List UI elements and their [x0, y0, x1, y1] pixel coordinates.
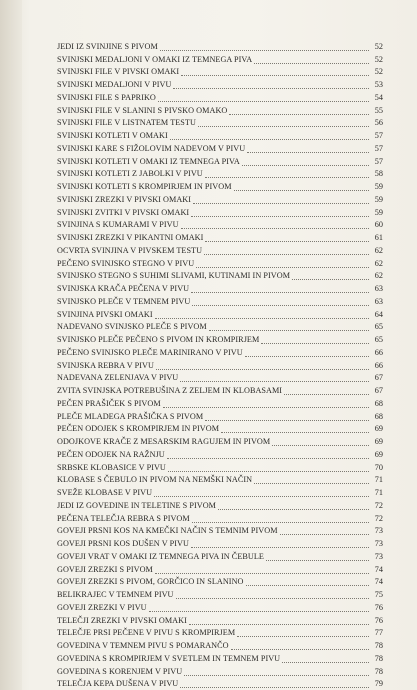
toc-entry	[57, 359, 383, 372]
toc-entry	[57, 321, 383, 334]
toc-entry	[57, 180, 383, 193]
toc-entry	[57, 219, 383, 232]
toc-entry	[57, 512, 383, 525]
dot-leader	[149, 609, 369, 612]
toc-entry-title: SVINJSKI KOTLETI V OMAKI IZ TEMNEGA PIVA	[57, 156, 240, 166]
toc-entry	[57, 678, 383, 690]
toc-entry	[57, 499, 383, 512]
dot-leader	[247, 150, 369, 153]
toc-entry-page-number: 63	[374, 284, 383, 293]
toc-entry-title: GOVEJI ZREZKI S PIVOM, GORČICO IN SLANINO	[57, 577, 244, 587]
toc-entry-title: OCVRTA SVINJINA V PIVSKEM TESTU	[57, 245, 203, 255]
toc-entry-title: SVINJSKI KARE S FIŽOLOVIM NADEVOM V PIVU	[57, 143, 246, 153]
toc-entry-title: KLOBASE S ČEBULO IN PIVOM NA NEMŠKI NAČIN	[57, 475, 253, 485]
dot-leader	[155, 316, 369, 319]
toc-entry	[57, 652, 383, 665]
toc-entry-page-number: 57	[374, 131, 383, 140]
dot-leader	[168, 469, 369, 472]
toc-entry	[57, 206, 383, 219]
dot-leader	[234, 188, 369, 191]
toc-entry-page-number: 73	[374, 551, 383, 561]
dot-leader	[237, 634, 369, 637]
toc-entry-page-number: 74	[374, 577, 383, 587]
toc-entry	[57, 474, 383, 487]
toc-entry-page-number: 69	[374, 424, 383, 434]
toc-entry	[57, 295, 383, 308]
toc-entry	[57, 601, 383, 614]
toc-entry-title: BELIKRAJEC V TEMNEM PIVU	[57, 590, 174, 599]
toc-entry-title: GOVEJI ZREZKI V PIVU	[57, 602, 147, 612]
toc-entry	[57, 665, 383, 678]
dot-leader	[180, 685, 369, 688]
dot-leader	[158, 99, 369, 102]
toc-entry-title: NADEVANO SVINJSKO PLEČE S PIVOM	[57, 322, 207, 332]
dot-leader	[191, 545, 369, 548]
toc-entry	[57, 91, 383, 104]
dot-leader	[292, 277, 369, 280]
page-gutter-shadow	[0, 0, 22, 690]
toc-entry	[57, 257, 383, 270]
dot-leader	[209, 328, 369, 331]
toc-entry	[57, 614, 383, 627]
toc-entry-page-number: 65	[374, 335, 383, 344]
dot-leader	[160, 48, 369, 51]
toc-entry	[57, 525, 383, 538]
toc-entry-page-number: 71	[374, 488, 383, 497]
toc-entry-page-number: 66	[374, 347, 383, 357]
toc-entry	[57, 142, 383, 155]
dot-leader	[205, 239, 369, 242]
toc-entry-title: SVEŽE KLOBASE V PIVU	[57, 488, 153, 497]
toc-entry	[57, 117, 383, 130]
toc-entry-page-number: 62	[374, 245, 383, 255]
dot-leader	[284, 392, 369, 395]
dot-leader	[218, 507, 369, 510]
toc-entry-page-number: 78	[374, 653, 383, 663]
toc-entry-title: SVINJSKI ZREZKI V PIKANTNI OMAKI	[57, 233, 204, 242]
dot-leader	[170, 137, 369, 140]
toc-entry-title: SVINJSKI KOTLETI S KROMPIRJEM IN PIVOM	[57, 182, 232, 191]
toc-entry-title: PEČENO SVINJSKO PLEČE MARINIRANO V PIVU	[57, 347, 243, 357]
dot-leader	[173, 86, 369, 89]
toc-entry-page-number: 73	[374, 526, 383, 536]
dot-leader	[191, 214, 369, 217]
dot-leader	[156, 367, 369, 370]
toc-entry-title: ZVITA SVINJSKA POTREBUŠINA Z ZELJEM IN KLOBASAMI	[57, 386, 283, 395]
toc-entry-title: SVINJSKO PLEČE V TEMNEM PIVU	[57, 296, 191, 306]
toc-entry	[57, 423, 383, 436]
dot-leader	[176, 596, 369, 599]
dot-leader	[246, 583, 370, 586]
toc-entry-page-number: 52	[374, 67, 383, 77]
toc-entry-title: SVINJINA PIVSKI OMAKI	[57, 309, 153, 319]
dot-leader	[154, 494, 369, 497]
dot-leader	[266, 558, 369, 561]
toc-entry	[57, 410, 383, 423]
toc-entry-page-number: 60	[374, 220, 383, 230]
toc-entry	[57, 244, 383, 257]
toc-entry-page-number: 57	[374, 143, 383, 153]
toc-entry-page-number: 59	[374, 194, 383, 204]
toc-entry-page-number: 54	[374, 92, 383, 102]
toc-entry	[57, 308, 383, 321]
toc-entry-page-number: 55	[374, 105, 383, 115]
toc-entry-page-number: 56	[374, 118, 383, 128]
toc-entry-page-number: 59	[374, 182, 383, 191]
dot-leader	[167, 456, 369, 459]
toc-entry-title: PEČEN ODOJEK NA RAŽNJU	[57, 449, 165, 459]
toc-entry	[57, 397, 383, 410]
dot-leader	[163, 405, 369, 408]
toc-entry-title: PEČEN PRAŠIČEK S PIVOM	[57, 398, 161, 408]
toc-entry-title: SRBSKE KLOBASICE V PIVU	[57, 462, 166, 472]
toc-entry-page-number: 59	[374, 207, 383, 217]
toc-entry	[57, 231, 383, 244]
dot-leader	[180, 379, 369, 382]
dot-leader	[221, 430, 369, 433]
dot-leader	[254, 481, 369, 484]
toc-entry-title: GOVEJI PRSNI KOS NA KMEČKI NAČIN S TEMNIM PIVOM	[57, 526, 278, 536]
dot-leader	[204, 252, 369, 255]
dot-leader	[189, 622, 369, 625]
toc-entry-title: SVINJSKI MEDALJONI V OMAKI IZ TEMNEGA PIVA	[57, 54, 253, 64]
toc-entry-page-number: 71	[374, 475, 383, 485]
dot-leader	[181, 73, 369, 76]
toc-entry-page-number: 76	[374, 615, 383, 625]
toc-entry-page-number: 77	[374, 628, 383, 638]
toc-entry-title: SVINJSKI FILE S PAPRIKO	[57, 92, 156, 102]
toc-entry	[57, 550, 383, 563]
toc-entry-page-number: 61	[374, 233, 383, 242]
toc-entry-page-number: 57	[374, 156, 383, 166]
toc-entry-page-number: 78	[374, 641, 383, 650]
toc-entry-title: SVINJSKI FILE V PIVSKI OMAKI	[57, 67, 180, 77]
toc-entry	[57, 40, 383, 53]
toc-entry	[57, 270, 383, 283]
toc-entry	[57, 639, 383, 652]
dot-leader	[245, 354, 369, 357]
dot-leader	[196, 265, 369, 268]
toc-entry-page-number: 63	[374, 296, 383, 306]
toc-entry	[57, 346, 383, 359]
toc-entry-title: PEČEN ODOJEK S KROMPIRJEM IN PIVOM	[57, 424, 220, 434]
toc-entry-page-number: 78	[374, 666, 383, 676]
toc-entry	[57, 563, 383, 576]
toc-entry-title: PEČENA TELEČJA REBRA S PIVOM	[57, 513, 190, 523]
dot-leader	[193, 201, 369, 204]
toc-entry-title: SVINJSKI KOTLETI V OMAKI	[57, 131, 168, 140]
toc-entry-page-number: 69	[374, 437, 383, 446]
dot-leader	[155, 571, 369, 574]
toc-entry-title: JEDI IZ GOVEDINE IN TELETINE S PIVOM	[57, 500, 217, 510]
toc-entry	[57, 576, 383, 589]
table-of-contents	[57, 40, 383, 690]
toc-entry-page-number: 67	[374, 373, 383, 383]
toc-entry-title: SVINJSKA KRAČA PEČENA V PIVU	[57, 284, 190, 293]
toc-entry-page-number: 58	[374, 169, 383, 179]
toc-entry-title: SVINJINA S KUMARAMI V PIVU	[57, 220, 179, 230]
dot-leader	[261, 341, 369, 344]
toc-entry	[57, 193, 383, 206]
toc-entry-page-number: 76	[374, 602, 383, 612]
toc-entry	[57, 627, 383, 640]
toc-entry-page-number: 64	[374, 309, 383, 319]
dot-leader	[231, 647, 369, 650]
toc-entry-page-number: 79	[374, 679, 383, 689]
toc-entry	[57, 486, 383, 499]
toc-entry-title: TELEČJA KEPA DUŠENA V PIVU	[57, 679, 179, 689]
toc-entry-title: GOVEDINA S KROMPIRJEM V SVETLEM IN TEMNEM PIVU	[57, 653, 281, 663]
toc-entry-title: PEČENO SVINJSKO STEGNO V PIVU	[57, 258, 195, 268]
toc-entry-page-number: 75	[374, 590, 383, 599]
toc-entry-page-number: 65	[374, 322, 383, 332]
toc-entry-page-number: 62	[374, 258, 383, 268]
toc-entry-title: GOVEJI ZREZKI S PIVOM	[57, 564, 153, 574]
dot-leader	[192, 303, 369, 306]
toc-entry-title: TELEČJE PRSI PEČENE V PIVU S KROMPIRJEM	[57, 628, 236, 638]
toc-entry	[57, 537, 383, 550]
dot-leader	[205, 418, 369, 421]
toc-entry-page-number: 52	[374, 54, 383, 64]
toc-entry	[57, 372, 383, 385]
toc-entry	[57, 435, 383, 448]
toc-entry-page-number: 72	[374, 513, 383, 523]
dot-leader	[191, 290, 369, 293]
dot-leader	[181, 226, 369, 229]
toc-entry-page-number: 74	[374, 564, 383, 574]
toc-entry-title: SVINJSKI FILE V SLANINI S PIVSKO OMAKO	[57, 105, 228, 115]
toc-entry-title: SVINJSKA REBRA V PIVU	[57, 360, 154, 370]
toc-entry-title: SVINJSKI MEDALJONI V PIVU	[57, 80, 172, 89]
toc-entry	[57, 588, 383, 601]
toc-entry	[57, 104, 383, 117]
toc-entry-page-number: 69	[374, 449, 383, 459]
dot-leader	[198, 124, 369, 127]
toc-entry-title: GOVEDINA V TEMNEM PIVU S POMARANČO	[57, 641, 229, 650]
toc-entry-page-number: 52	[374, 41, 383, 51]
toc-entry-page-number: 66	[374, 360, 383, 370]
toc-entry	[57, 282, 383, 295]
toc-entry	[57, 66, 383, 79]
toc-entry-page-number: 62	[374, 271, 383, 281]
toc-entry	[57, 53, 383, 66]
dot-leader	[242, 163, 369, 166]
toc-entry-page-number: 70	[374, 462, 383, 472]
dot-leader	[254, 61, 369, 64]
dot-leader	[184, 673, 369, 676]
dot-leader	[229, 112, 369, 115]
dot-leader	[192, 520, 369, 523]
toc-entry-title: ODOJKOVE KRAČE Z MESARSKIM RAGUJEM IN PIVOM	[57, 437, 271, 446]
toc-entry-page-number: 53	[374, 80, 383, 89]
toc-entry-title: GOVEJI VRAT V OMAKI IZ TEMNEGA PIVA IN ČEBULE	[57, 551, 264, 561]
toc-entry-page-number: 73	[374, 539, 383, 548]
toc-entry	[57, 384, 383, 397]
toc-entry-title: PLEČE MLADEGA PRAŠIČKA S PIVOM	[57, 411, 204, 421]
toc-entry	[57, 78, 383, 91]
toc-entry-title: SVINJSKI ZVITKI V PIVSKI OMAKI	[57, 207, 190, 217]
toc-entry-title: NADEVANA ZELENJAVA V PIVU	[57, 373, 179, 383]
toc-entry-title: JEDI IZ SVINJINE S PIVOM	[57, 41, 158, 51]
toc-entry-title: GOVEDINA S KORENJEM V PIVU	[57, 666, 183, 676]
dot-leader	[280, 532, 369, 535]
toc-entry-title: SVINJSKO PLEČE PEČENO S PIVOM IN KROMPIRJEM	[57, 335, 260, 344]
dot-leader	[272, 443, 369, 446]
dot-leader	[205, 175, 369, 178]
toc-entry-title: SVINJSKI FILE V LISTNATEM TESTU	[57, 118, 196, 128]
toc-entry-page-number: 72	[374, 500, 383, 510]
toc-entry	[57, 168, 383, 181]
toc-entry-title: GOVEJI PRSNI KOS DUŠEN V PIVU	[57, 539, 189, 548]
toc-entry	[57, 129, 383, 142]
toc-entry-title: TELEČJI ZREZKI V PIVSKI OMAKI	[57, 615, 187, 625]
dot-leader	[282, 660, 369, 663]
toc-entry	[57, 448, 383, 461]
toc-entry-page-number: 67	[374, 386, 383, 395]
toc-entry-page-number: 68	[374, 411, 383, 421]
toc-entry-page-number: 68	[374, 398, 383, 408]
toc-entry	[57, 155, 383, 168]
toc-entry	[57, 461, 383, 474]
toc-entry-title: SVINJSKO STEGNO S SUHIMI SLIVAMI, KUTINAMI IN PIVOM	[57, 271, 291, 281]
toc-entry-title: SVINJSKI KOTLETI Z JABOLKI V PIVU	[57, 169, 203, 179]
toc-entry	[57, 333, 383, 346]
toc-entry-title: SVINJSKI ZREZKI V PIVSKI OMAKI	[57, 194, 192, 204]
